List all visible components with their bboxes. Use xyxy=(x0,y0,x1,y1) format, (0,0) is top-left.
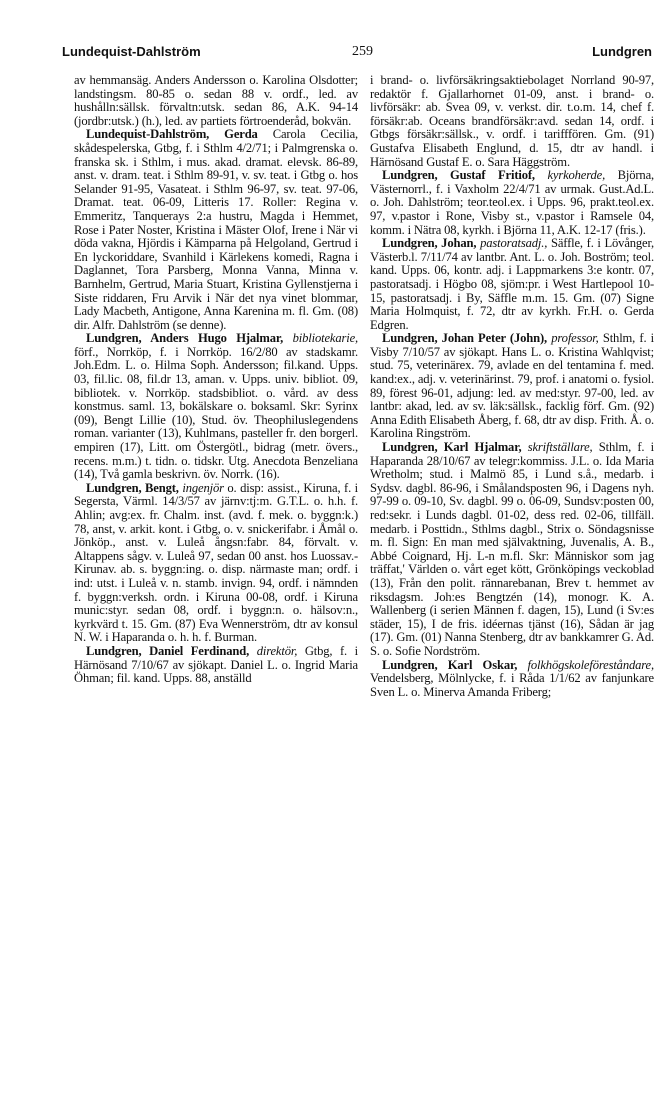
entry xyxy=(370,332,654,441)
running-head-left: Lundequist-Dahlström xyxy=(62,44,201,59)
entry-occupation: folkhögskoleföreståndare, xyxy=(527,657,654,672)
entry xyxy=(74,74,358,128)
entry-text: i brand- o. livförsäkringsaktiebolaget Norrland 90-97, redaktör f. Gjallarhornet 01-09, anst. i brand- o. livförsäkr: ab. Svea 09, v. verkst. dir. t.o.m. 14, chef f. försäkr:ab. Oceans brandförsäkr:avd. sedan 14, ordf. i Gtbgs försäkr:sällsk., v. ordf. i tarifffören. Gm. (91) Gustafva Elisabeth Englund, d. 15, dtr av handl. i Härnösand Gustaf E. o. Sara Häggström. xyxy=(370,73,654,169)
entry-text: av hemmansäg. Anders Andersson o. Karolina Olsdotter; landstingsm. 80-85 o. sedan 88 v. ordf., led. av hushålln:sällsk. förvaltn:utsk. sedan 86, A.K. 94-14 (jordbr:utsk.) (h.), led. av partiets förtroenderåd, bokvän. xyxy=(74,73,358,128)
entry-occupation: pastoratsadj., xyxy=(480,236,548,251)
entry-name: Lundgren, Anders Hugo Hjalmar, xyxy=(86,331,284,346)
entry xyxy=(74,332,358,482)
running-head-right: Lundgren xyxy=(592,44,652,59)
right-column xyxy=(370,74,654,699)
entry-text: Carola Cecilia, skådespelerska, Gtbg, f. i Sthlm 4/2/71; i Palmgrenska o. franska sk. i Sthlm, i mus. akad. dramat. elevsk. 86-89, anst. v. dram. teat. i Sthlm 89-91, v. sv. teat. i Gtbg o. hos Selander 91-95, Vasateat. i Sthlm 96-97, sv. teat. 97-06, Dramat. teat. 06-09, Litteris 17. Roller: Regina v. Emmeritz, Tanquerays 2:a hustru, Magda i Hemmet, Rose i Pater Noster, Kristina i Mäster Olof, Irene i När vi döda vakna, Hjördis i Kämparna på Helgoland, Gertrud i En lyckoriddare, Svanhild i Kärlekens komedi, Ragna i Daglannet, Tora Parsberg, Monna Vanna, Minna v. Barnhelm, Gertrud, Maria Stuart, Kristina Gyllenstjerna i Siste riddaren, Fru Arvik i När det nya vinet blommar, Lady Macbeth, Antigone, Anna Karenina m. fl. Gm. (08) dir. Alfr. Dahlström (se denne). xyxy=(74,127,359,332)
entry-name: Lundgren, Johan Peter (John), xyxy=(382,331,548,346)
entry-occupation: ingenjör xyxy=(182,480,224,495)
entry-name: Lundgren, Johan, xyxy=(382,236,477,251)
entry-occupation: bibliotekarie, xyxy=(292,331,359,346)
left-column xyxy=(74,74,358,686)
entry-text: Björna, Västernorrl., f. i Vaxholm 22/4/71 av urmak. Gust.Ad.L. o. Joh. Dahlström; teor.teol.ex. i Upps. 96, prakt.teol.ex. 97, v.pastor i Rone, Visby st., v.pastor i Ramsele 04, komm. i Nätra 08, kyrkh. i Björna 11, A.K. 12-17 (fris.). xyxy=(370,168,655,237)
entry xyxy=(370,74,654,169)
entry xyxy=(370,169,654,237)
entry-occupation: skriftställare, xyxy=(527,440,593,455)
entry-occupation: professor, xyxy=(551,331,599,346)
entry-name: Lundgren, Karl Oskar, xyxy=(382,657,518,672)
entry xyxy=(74,482,358,645)
entry-text: Vendelsberg, Mölnlycke, f. i Råda 1/1/62 av fanjunkare Sven L. o. Minerva Amanda Friberg; xyxy=(370,671,654,699)
entry xyxy=(370,237,654,332)
entry-name: Lundgren, Karl Hjalmar, xyxy=(382,440,522,455)
entry-text: o. disp: assist., Kiruna, f. i Segersta, Värml. 14/3/57 av järnv:tj:m. G.T.L. o. h.h. f. Ahlin; avg:ex. fr. Chalm. inst. (avd. f. mek. o. byggn:k.) 78, anst, v. arkit. kont. i Gtbg, o. v. snickerifabr. i Åmål o. Jönköp., anst. v. Luleå ångsn:fabr. 84, förvalt. v. Altappens sågv. v. Luleå 97, sedan 00 anst. hos Luossav.-Kirunav. ab. s. byggn:ing. o. disp. närmaste man; ordf. i ind: utst. i Luleå v. n. stamb. invign. 94, ordf. i nämnden f. byggn:verksh. ordn. i Kiruna 00-08, ordf. i Kiruna munic:styr. sedan 08, ordf. i byggn:n. o. hälsov:n., kyrkvärd t. 15. Gm. (87) Eva Wennerström, dtr av konsul N. W. i Haparanda o. h. h. f. Burman. xyxy=(74,480,359,645)
running-head xyxy=(62,44,652,66)
entry xyxy=(74,645,358,686)
entry-text: förf., Norrköp, f. i Norrköp. 16/2/80 av stadskamr. Joh.Edm. L. o. Hilma Soph. Andersson; fil.kand. Upps. 03, fil.lic. 08, fil.dr 13, aman. v. Upps. univ. bibliot. 09, bibliotek. v. Norrköp. stadsbibliot. o. vård. av dess konstmus. saml. 13, bokälskare o. boksaml. Skr: Syrinx (09), Bengt Lillie (10), Stud. öv. Theophiluslegendens roman. varianter (13), Kuhlmans, pasteller fr. den borgerl. empiren (17), Litt. om Östergötl., bidrag (metr. övers., recens. m.m.) t. tidn. o. tidskr. Utg. Anecdota Benzeliana (14), Två gamla beskrivn. öv. Norrk. (16). xyxy=(74,344,358,482)
entry-name: Lundgren, Gustaf Fritiof, xyxy=(382,168,535,183)
entry-text: Sthlm, f. i Visby 7/10/57 av sjökapt. Hans L. o. Kristina Wahlqvist; stud. 75, veterinärex. 79, avlade en del tentamina f. med. kand:ex., adj. v. veterinärinst. 79, prof. i anatomi o. fysiol. 89, förest 96-01, adjung: led. av med:styr. 97-00, led. av lantbr: akad, led. av sv. läk:sällsk., facklig förf. Gm. (92) Anna Edith Elisabeth Åberg, f. 68, dtr av disp. Frith. Å. o. Karolina Ringström. xyxy=(370,331,655,441)
entry xyxy=(74,128,358,332)
entry-name: Lundequist-Dahlström, Gerda xyxy=(86,127,258,142)
entry-name: Lundgren, Bengt, xyxy=(86,480,179,495)
entry-text: Gtbg, f. i Härnösand 7/10/67 av sjökapt. Daniel L. o. Ingrid Maria Öhman; fil. kand. Upps. 88, anställd xyxy=(74,643,358,686)
entry-occupation: direktör, xyxy=(256,643,298,658)
entry-text: Säffle, f. i Lövånger, Västerb.l. 7/11/74 av lantbr. Ant. L. o. Joh. Boström; teol. kand. Upps. 06, kontr. adj. i Lappmarkens 3:e kontr. 07, pastoratsadj. i Högbo 08, sjöm:pr. i West Hartlepool 10-15, pastoratsadj. i By, Säffle m.m. 15. Gm. (07) Signe Maria Holmquist, f. 72, dtr av kyrkh. Fr.H. o. Gerda Edgren. xyxy=(370,236,655,332)
entry xyxy=(370,659,654,700)
page-number: 259 xyxy=(352,44,373,59)
entry-occupation: kyrkoherde, xyxy=(547,168,606,183)
entry-name: Lundgren, Daniel Ferdinand, xyxy=(86,643,250,658)
entry-text: Sthlm, f. i Haparanda 28/10/67 av telegr:kommiss. J.L. o. Ida Maria Wretholm; stud. i Malmö 85, i Lund s.å., medarb. i Sydsv. dagbl. 86-96, i Smålandsposten 96, i Dagens nyh. 97-99 o. 09-10, Sv. dagbl. 99 o. 06-09, Sundsv:posten 00, red:sekr. i Lunds dagbl. 01-02, dess red. 02-06, tillfäll. medarb. i Posttidn., Sthlms dagbl., Strix o. Söndagsnisse m. fl. Sign: En man med självaktning, Juvenalis, A. B., Abbé Coignard, Hj. L-n m.fl. Skr: Människor som jag träffat,' Världen o. vårt eget kött, Grönköpings veckoblad (13), Från den polit. rännarebanan, Brev t. hemmet av riksdagsm. Joh:es Bengtzén (14), monogr. K. A. Wallenberg (i serien Männen f. dagen, 15), Lund (i Sv:es städer, 15), I de fris. idéernas tjänst (16), Sådan är jag (17). Gm. (01) Nanna Stenberg, dtr av bankkamrer G. Ad. S. o. Sofie Nordström. xyxy=(370,440,655,658)
entry xyxy=(370,441,654,659)
